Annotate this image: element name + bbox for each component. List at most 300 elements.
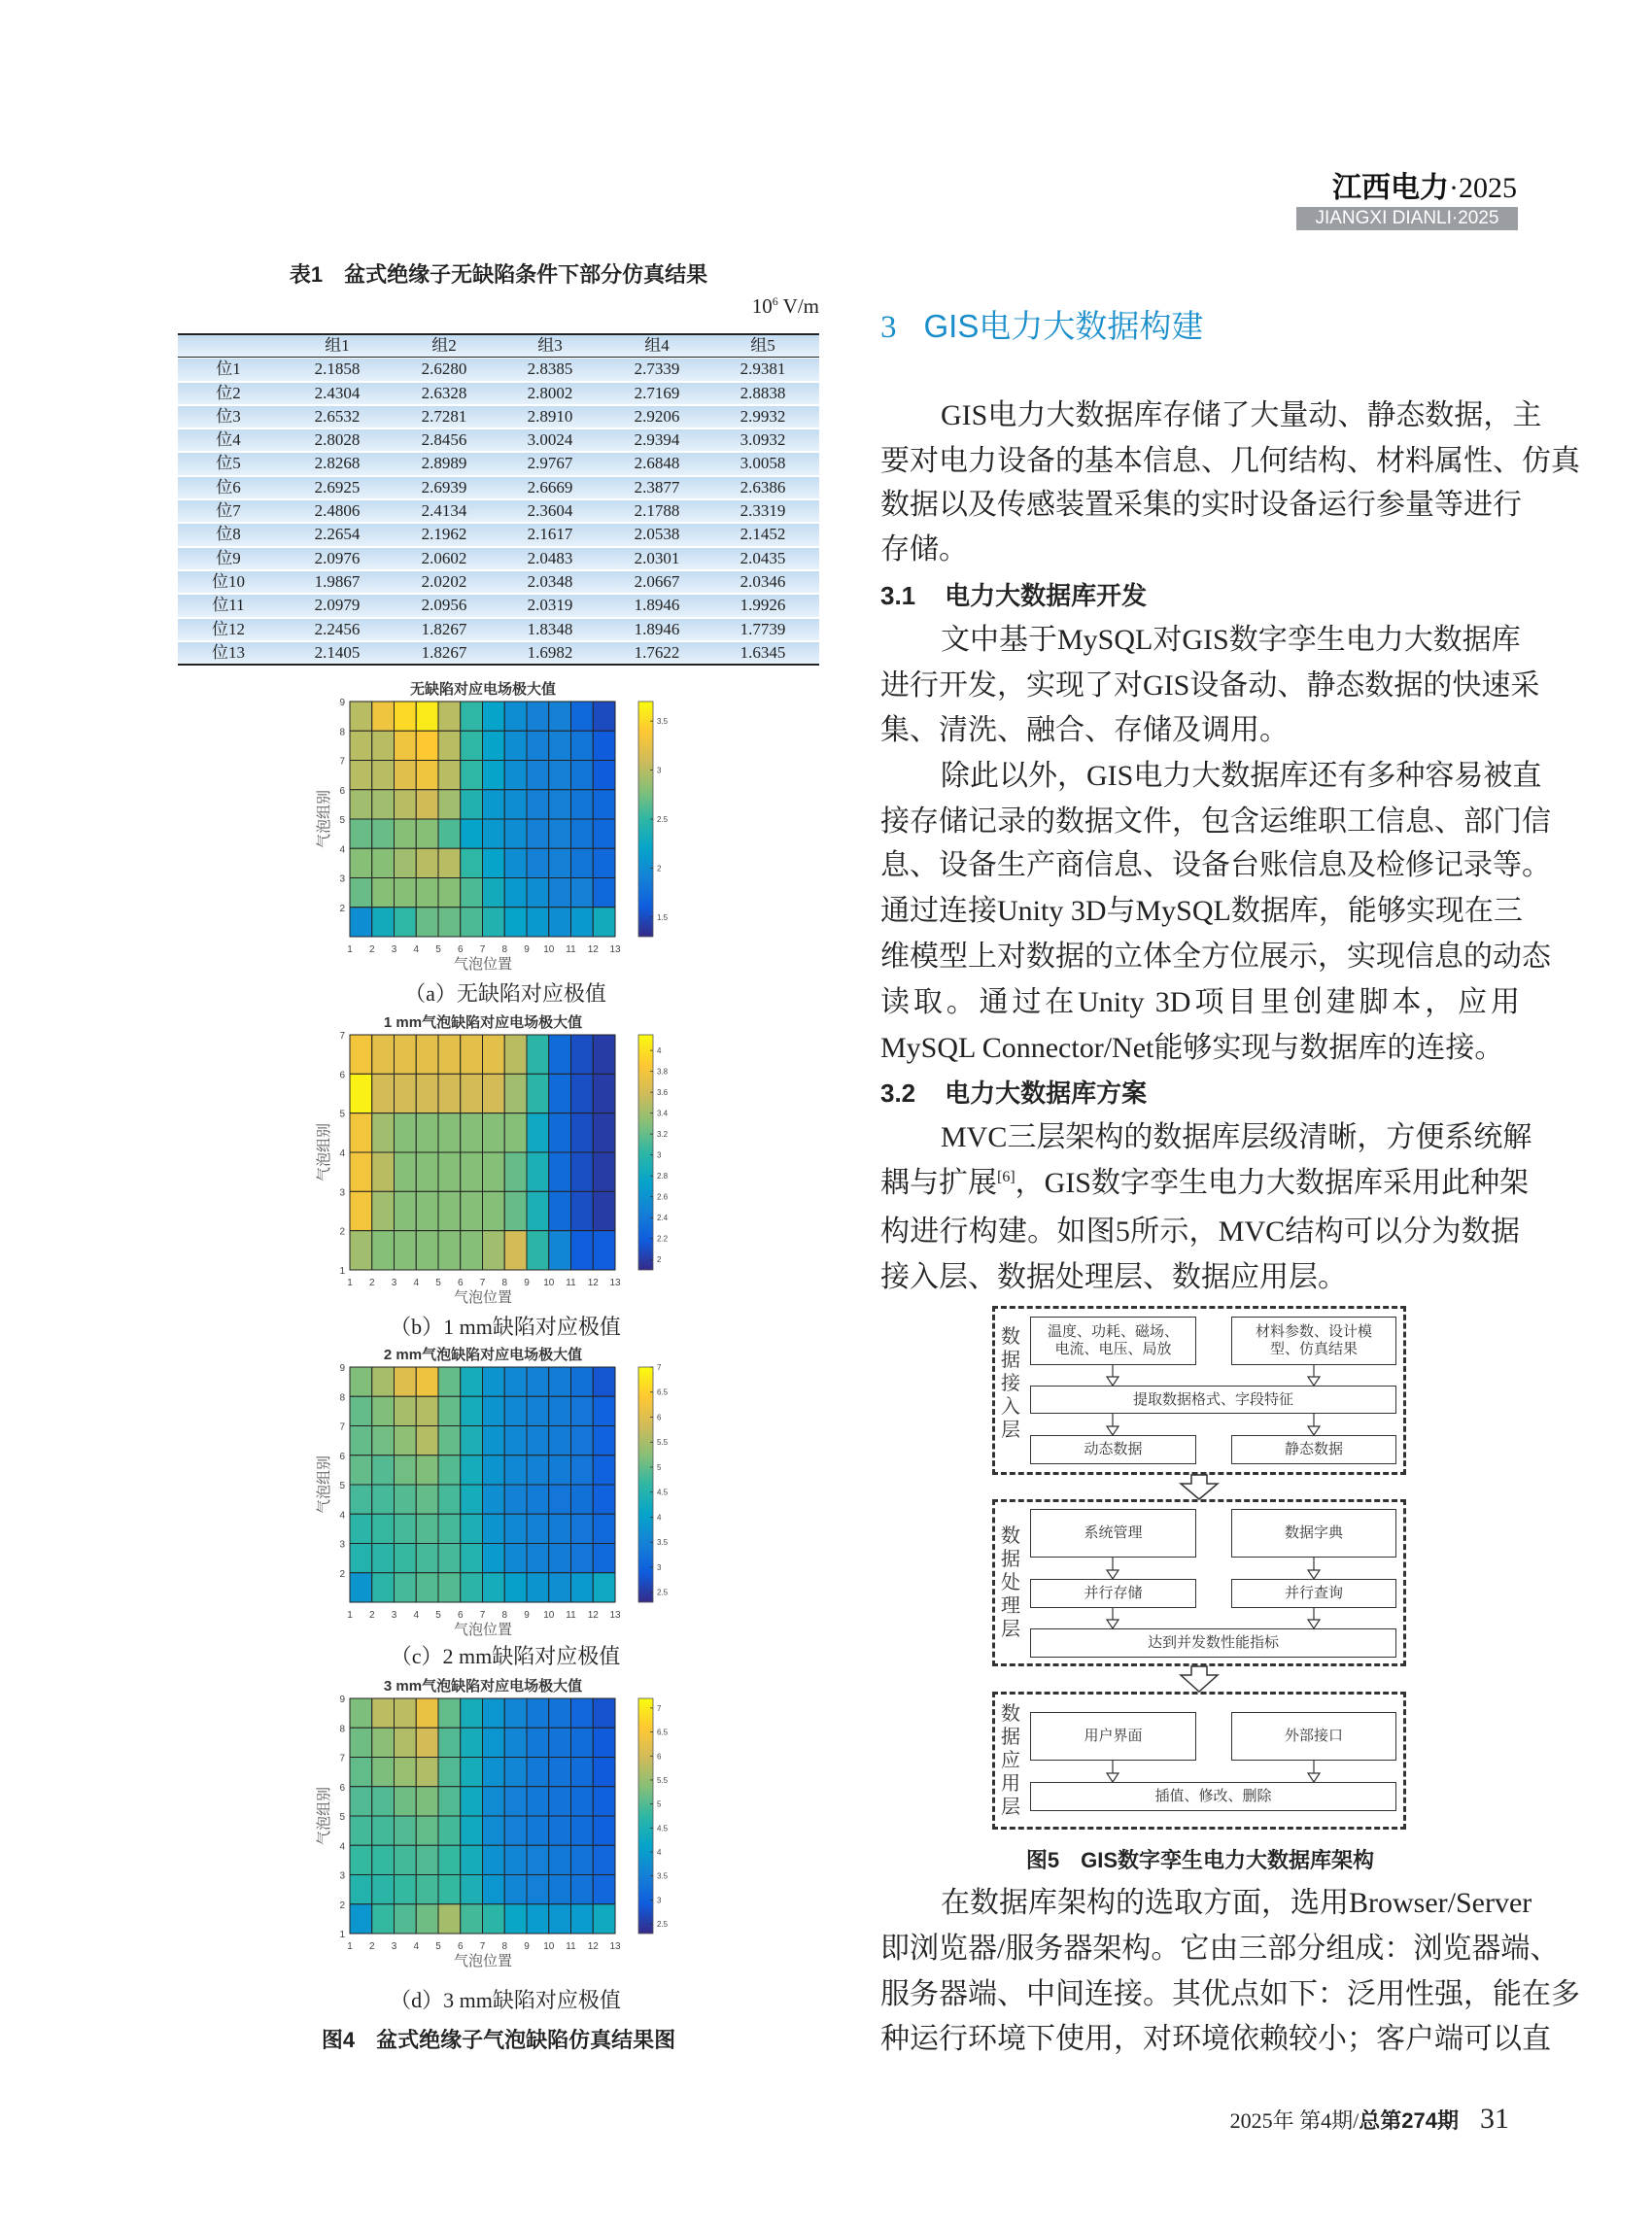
table-row xyxy=(178,595,819,616)
heatmap-cell xyxy=(372,1728,395,1757)
y-tick-label: 9 xyxy=(339,1695,345,1705)
table-row xyxy=(178,571,819,593)
row-label: 位8 xyxy=(216,525,241,544)
table-cell: 1.9926 xyxy=(740,596,786,615)
heatmap-cell xyxy=(461,1367,483,1396)
heatmap-cell xyxy=(395,1904,417,1934)
heatmap-cell xyxy=(395,1728,417,1757)
table-cell: 2.1962 xyxy=(421,525,467,544)
heatmap-cell xyxy=(504,1426,527,1455)
heatmap-cell xyxy=(571,1035,594,1074)
heatmap-cell xyxy=(350,1758,372,1787)
colorbar-tick-label: 6.5 xyxy=(657,1387,669,1397)
heatmap-cell xyxy=(395,1455,417,1485)
heatmap-svg xyxy=(311,680,700,972)
heatmap-cell xyxy=(549,1728,571,1757)
heatmap-cell xyxy=(571,1191,594,1230)
heatmap-cell xyxy=(350,731,372,760)
colorbar-tick-label: 3 xyxy=(657,766,662,775)
heatmap-cell xyxy=(416,1514,438,1543)
heatmap-cell xyxy=(593,1573,615,1602)
heatmap-cell xyxy=(504,1787,527,1816)
heatmap-cell xyxy=(350,1544,372,1573)
x-tick-label: 9 xyxy=(524,944,530,955)
subfigure-caption: （b）1 mm缺陷对应极值 xyxy=(390,1315,621,1339)
heatmap-cell xyxy=(571,1573,594,1602)
colorbar-tick-label: 5.5 xyxy=(657,1775,669,1785)
page-footer xyxy=(1230,2103,1509,2136)
citation-ref[interactable]: [6] xyxy=(997,1169,1015,1185)
heatmap-cell xyxy=(350,1426,372,1455)
heatmap-cell xyxy=(527,908,549,937)
table-cell: 1.8348 xyxy=(527,619,573,638)
heatmap-cell xyxy=(461,1152,483,1191)
heatmap-cell xyxy=(527,878,549,908)
row-label: 位13 xyxy=(212,642,245,662)
y-tick-label: 6 xyxy=(339,1782,345,1794)
figure-5-caption: 图5 GIS数字孪生电力大数据库架构 xyxy=(1025,1848,1375,1872)
heatmap-cell xyxy=(504,848,527,877)
heatmap-cell xyxy=(571,1904,594,1934)
colorbar-tick-label: 3.5 xyxy=(657,1871,669,1881)
heatmap-cell xyxy=(372,908,395,937)
text-line: 数据以及传感装置采集的实时设备运行参量等进行 xyxy=(880,489,1522,521)
heatmap-cell xyxy=(504,1367,527,1396)
heatmap-cell xyxy=(372,761,395,790)
heatmap-cell xyxy=(593,1698,615,1728)
table-cell: 1.8946 xyxy=(634,619,680,638)
heatmap-cell xyxy=(549,1113,571,1152)
heatmap-cell xyxy=(527,819,549,848)
text-run: 耦与扩展 xyxy=(880,1167,997,1199)
x-axis-label: 气泡位置 xyxy=(453,957,513,972)
table-cell: 2.8456 xyxy=(421,430,467,450)
table-cell: 2.6532 xyxy=(314,406,361,426)
heatmap-cell xyxy=(527,1113,549,1152)
heatmap-cell xyxy=(372,878,395,908)
heatmap-cell xyxy=(395,819,417,848)
heatmap-cell xyxy=(350,1113,372,1152)
section-3-1-heading xyxy=(880,576,1147,615)
row-label: 位3 xyxy=(216,406,241,426)
table-row xyxy=(178,383,819,404)
colorbar-tick-label: 4 xyxy=(657,1848,662,1858)
section-3-heading xyxy=(880,301,1203,347)
row-label: 位11 xyxy=(212,596,245,615)
x-tick-label: 10 xyxy=(543,944,555,955)
heatmap-a xyxy=(311,680,700,972)
x-tick-label: 11 xyxy=(566,1278,576,1288)
heatmap-cell xyxy=(483,790,505,819)
heatmap-cell xyxy=(527,1573,549,1602)
heatmap-cell xyxy=(483,1396,505,1425)
table-cell: 2.8989 xyxy=(421,454,467,473)
heatmap-cell xyxy=(461,1544,483,1573)
heatmap-cell xyxy=(461,1758,483,1787)
x-tick-label: 6 xyxy=(457,1278,464,1288)
heatmap-cell xyxy=(350,1231,372,1270)
text-line: 存储。 xyxy=(880,533,968,565)
y-tick-label: 1 xyxy=(339,1266,345,1277)
table-cell: 2.0956 xyxy=(421,596,467,615)
heatmap-cell xyxy=(438,848,461,877)
box-external-interface: 外部接口 xyxy=(1231,1712,1396,1761)
heatmap-cell xyxy=(395,1113,417,1152)
heatmap-cell xyxy=(438,1904,461,1934)
text-line: 通过连接Unity 3D与MySQL数据库，能够实现在三 xyxy=(880,895,1523,927)
heatmap-cell xyxy=(461,1485,483,1514)
x-tick-label: 11 xyxy=(566,1941,576,1952)
x-tick-label: 13 xyxy=(609,1941,621,1952)
y-tick-label: 7 xyxy=(339,1031,345,1042)
heatmap-cell xyxy=(504,1396,527,1425)
table-cell: 2.8002 xyxy=(527,383,573,402)
heatmap-cell xyxy=(483,1728,505,1757)
table-cell: 2.9394 xyxy=(634,430,680,450)
x-tick-label: 2 xyxy=(368,1941,375,1952)
x-tick-label: 13 xyxy=(609,944,621,955)
x-tick-label: 3 xyxy=(391,944,397,955)
table-cell: 2.0301 xyxy=(634,548,680,567)
text-line: MySQL Connector/Net能够实现与数据库的连接。 xyxy=(880,1032,1504,1064)
colorbar-tick-label: 5 xyxy=(657,1799,662,1809)
table-cell: 2.2654 xyxy=(314,525,361,544)
heatmap-cell xyxy=(372,1816,395,1845)
colorbar-tick-label: 6 xyxy=(657,1413,662,1422)
heatmap-cell xyxy=(571,1544,594,1573)
heatmap-cell xyxy=(350,1191,372,1230)
heatmap-cell xyxy=(549,1904,571,1934)
heatmap-cell xyxy=(416,1035,438,1074)
heatmap-cell xyxy=(461,878,483,908)
heatmap-cell xyxy=(350,761,372,790)
heatmap-cell xyxy=(350,1787,372,1816)
y-axis-label: 气泡组别 xyxy=(317,1786,332,1846)
heatmap-cell xyxy=(395,1074,417,1113)
table-cell: 2.0348 xyxy=(527,571,573,591)
heatmap-cell xyxy=(571,1367,594,1396)
heatmap-cell xyxy=(571,1455,594,1485)
heatmap-cell xyxy=(549,1191,571,1230)
heatmap-cell xyxy=(593,1367,615,1396)
heatmap-cell xyxy=(395,1787,417,1816)
heatmap-cell xyxy=(438,1455,461,1485)
heatmap-cell xyxy=(416,1396,438,1425)
heatmap-cell xyxy=(504,819,527,848)
table-cell: 2.9206 xyxy=(634,406,680,426)
heatmap-cell xyxy=(483,1152,505,1191)
heatmap-cell xyxy=(350,878,372,908)
heatmap-cell xyxy=(395,1514,417,1543)
heatmap-cell xyxy=(350,790,372,819)
heatmap-cell xyxy=(571,1875,594,1904)
heatmap-cell xyxy=(571,1396,594,1425)
heatmap-cell xyxy=(483,1698,505,1728)
colorbar-tick-label: 4 xyxy=(657,1046,662,1056)
colorbar-tick-label: 3 xyxy=(657,1562,662,1572)
heatmap-cell xyxy=(438,1875,461,1904)
heatmap-cell xyxy=(571,731,594,760)
x-tick-label: 5 xyxy=(435,1278,441,1288)
text-line: 构进行构建。如图5所示，MVC结构可以分为数据 xyxy=(880,1216,1520,1248)
table-row xyxy=(178,453,819,474)
heatmap-cell xyxy=(527,702,549,731)
heatmap-cell xyxy=(416,819,438,848)
colorbar-tick-label: 2 xyxy=(657,864,662,873)
heatmap-cell xyxy=(416,1875,438,1904)
heatmap-cell xyxy=(483,1875,505,1904)
x-tick-label: 12 xyxy=(587,1278,599,1288)
heatmap-cell xyxy=(395,702,417,731)
heatmap-cell xyxy=(549,1152,571,1191)
table-cell: 2.8910 xyxy=(527,406,573,426)
text-line: 维模型上对数据的立体全方位展示，实现信息的动态 xyxy=(880,941,1551,973)
table-cell: 2.1788 xyxy=(634,501,680,521)
heatmap-cell xyxy=(372,1426,395,1455)
table-row xyxy=(178,642,819,666)
table-cell: 2.3319 xyxy=(740,501,786,521)
table-cell: 2.6925 xyxy=(314,477,361,497)
box-data-dictionary: 数据字典 xyxy=(1231,1509,1396,1558)
table-cell: 2.0538 xyxy=(634,525,680,544)
heatmap-cell xyxy=(372,848,395,877)
heatmap-cell xyxy=(395,731,417,760)
heatmap-cell xyxy=(416,1816,438,1845)
x-axis-label: 气泡位置 xyxy=(453,1290,513,1305)
y-axis-label: 气泡组别 xyxy=(317,1122,332,1182)
heatmap-cell xyxy=(372,1231,395,1270)
heatmap-cell xyxy=(350,702,372,731)
heatmap-cell xyxy=(416,1787,438,1816)
heatmap-cell xyxy=(438,1426,461,1455)
heatmap-cell xyxy=(461,1514,483,1543)
heatmap-cell xyxy=(483,731,505,760)
x-tick-label: 8 xyxy=(501,1278,508,1288)
x-tick-label: 6 xyxy=(457,944,464,955)
colorbar-tick-label: 2.5 xyxy=(657,1920,669,1930)
heatmap-cell xyxy=(416,1544,438,1573)
heatmap-cell xyxy=(549,1426,571,1455)
heatmap-cell xyxy=(527,1455,549,1485)
box-material-data: 材料参数、设计模型、仿真结果 xyxy=(1231,1317,1396,1365)
heatmap-cell xyxy=(549,908,571,937)
heatmap-cell xyxy=(395,1035,417,1074)
heatmap-svg xyxy=(311,1346,700,1637)
heatmap-cell xyxy=(438,790,461,819)
heatmap-cell xyxy=(438,1544,461,1573)
heatmap-cell xyxy=(395,1152,417,1191)
table-cell: 2.9932 xyxy=(740,406,786,426)
subfigure-caption: （a）无缺陷对应极值 xyxy=(404,981,606,1006)
heatmap-cell xyxy=(461,1728,483,1757)
heatmap-cell xyxy=(483,1035,505,1074)
colorbar-tick-label: 3.5 xyxy=(657,717,669,727)
heatmap-cell xyxy=(416,1426,438,1455)
x-tick-label: 8 xyxy=(501,1941,508,1952)
colorbar-tick-label: 3.6 xyxy=(657,1088,669,1098)
x-tick-label: 2 xyxy=(368,944,375,955)
heatmap-cell xyxy=(549,731,571,760)
heatmap-cell xyxy=(483,761,505,790)
heatmap-cell xyxy=(350,1035,372,1074)
x-axis-label: 气泡位置 xyxy=(453,1623,513,1637)
text-run: ，GIS数字孪生电力大数据库采用此种架 xyxy=(1015,1167,1529,1199)
heatmap-cell xyxy=(461,761,483,790)
heatmap-cell xyxy=(483,1904,505,1934)
heatmap-cell xyxy=(504,1698,527,1728)
heatmap-cell xyxy=(549,1367,571,1396)
x-tick-label: 1 xyxy=(347,1278,353,1288)
colorbar-tick-label: 2.2 xyxy=(657,1234,669,1244)
heatmap-cell xyxy=(571,1728,594,1757)
heatmap-cell xyxy=(549,1787,571,1816)
x-tick-label: 5 xyxy=(435,1941,441,1952)
heatmap-cell xyxy=(527,1367,549,1396)
table-cell: 2.4806 xyxy=(314,501,361,521)
colorbar-tick-label: 3.4 xyxy=(657,1109,669,1118)
heatmap-cell xyxy=(549,1845,571,1874)
table-cell: 1.8267 xyxy=(421,619,467,638)
heatmap-cell xyxy=(416,878,438,908)
heatmap-cell xyxy=(350,1698,372,1728)
y-tick-label: 1 xyxy=(339,1930,345,1940)
heatmap-cell xyxy=(571,790,594,819)
heatmap-cell xyxy=(527,1074,549,1113)
y-tick-label: 4 xyxy=(339,1148,345,1159)
heatmap-cell xyxy=(416,1231,438,1270)
heatmap-cell xyxy=(571,1152,594,1191)
heatmap-cell xyxy=(593,819,615,848)
heatmap-cell xyxy=(571,1514,594,1543)
heatmap-cell xyxy=(593,908,615,937)
colorbar-tick-label: 3.8 xyxy=(657,1067,669,1077)
heatmap-cell xyxy=(483,1455,505,1485)
heatmap-cell xyxy=(504,1485,527,1514)
colorbar-tick-label: 3 xyxy=(657,1896,662,1905)
heatmap-cell xyxy=(571,1758,594,1787)
table-row xyxy=(178,524,819,545)
heatmap-cell xyxy=(395,1875,417,1904)
text-line: 集、清洗、融合、存储及调用。 xyxy=(880,714,1289,746)
heatmap-cell xyxy=(395,1544,417,1573)
y-tick-label: 3 xyxy=(339,873,345,885)
heatmap-cell xyxy=(372,1875,395,1904)
heatmap-cell xyxy=(593,1845,615,1874)
heatmap-cell xyxy=(461,702,483,731)
heatmap-cell xyxy=(504,1816,527,1845)
heatmap-cell xyxy=(504,1152,527,1191)
y-tick-label: 6 xyxy=(339,1451,345,1462)
y-tick-label: 3 xyxy=(339,1870,345,1882)
layer-label: 数据应用层 xyxy=(1001,1703,1020,1818)
heatmap-cell xyxy=(350,908,372,937)
heatmap-cell xyxy=(350,1485,372,1514)
table-cell: 2.4304 xyxy=(314,383,361,402)
heatmap-cell xyxy=(461,1904,483,1934)
table-row xyxy=(178,500,819,522)
heatmap-cell xyxy=(395,878,417,908)
text-line: 读取。通过在Unity 3D项目里创建脚本，应用 xyxy=(880,986,1520,1018)
heatmap-cell xyxy=(416,1573,438,1602)
heatmap-cell xyxy=(416,1485,438,1514)
section-number: 3 xyxy=(880,310,897,345)
heatmap-cell xyxy=(483,1191,505,1230)
x-tick-label: 8 xyxy=(501,1610,508,1621)
box-system-management: 系统管理 xyxy=(1030,1509,1196,1558)
heatmap-cell xyxy=(549,1074,571,1113)
heatmap-cell xyxy=(593,731,615,760)
section-3-2-heading xyxy=(880,1074,1147,1113)
x-tick-label: 6 xyxy=(457,1941,464,1952)
heatmap-cell xyxy=(483,1816,505,1845)
colorbar-tick-label: 1.5 xyxy=(657,912,669,922)
heatmap-cell xyxy=(483,848,505,877)
box-dynamic: 动态数据 xyxy=(1030,1435,1196,1464)
heatmap-cell xyxy=(593,1904,615,1934)
journal-title xyxy=(1332,163,1517,206)
table-cell: 2.1405 xyxy=(314,642,361,662)
heatmap-cell xyxy=(438,702,461,731)
text-line: 接入层、数据处理层、数据应用层。 xyxy=(880,1261,1347,1293)
chart-title: 1 mm气泡缺陷对应电场极大值 xyxy=(383,1014,583,1031)
y-tick-label: 8 xyxy=(339,1392,345,1404)
heatmap-cell xyxy=(549,761,571,790)
heatmap-cell xyxy=(593,1758,615,1787)
heatmap-cell xyxy=(416,908,438,937)
heatmap-cell xyxy=(549,819,571,848)
results-table xyxy=(178,333,819,668)
architecture-diagram xyxy=(992,1306,1406,1830)
heatmap-cell xyxy=(571,1113,594,1152)
unit-rest: V/m xyxy=(777,294,819,318)
heatmap-cell xyxy=(593,1035,615,1074)
heatmap-cell xyxy=(593,1485,615,1514)
heatmap-cell xyxy=(504,761,527,790)
heatmap-cell xyxy=(527,1787,549,1816)
heatmap-cell xyxy=(527,1426,549,1455)
y-tick-label: 9 xyxy=(339,1363,345,1374)
column-header: 组4 xyxy=(644,336,670,355)
x-tick-label: 3 xyxy=(391,1610,397,1621)
heatmap-cell xyxy=(461,908,483,937)
heatmap-cell xyxy=(395,790,417,819)
table-cell: 2.9767 xyxy=(527,454,573,473)
table-cell: 2.8028 xyxy=(314,430,361,450)
y-tick-label: 2 xyxy=(339,1568,345,1580)
heatmap-cell xyxy=(438,1113,461,1152)
heatmap-cell xyxy=(416,1728,438,1757)
section-title: GIS电力大数据构建 xyxy=(923,308,1204,344)
heatmap-cell xyxy=(461,1113,483,1152)
heatmap-cell xyxy=(372,1904,395,1934)
heatmap-cell xyxy=(549,1544,571,1573)
heatmap-cell xyxy=(395,1426,417,1455)
heatmap-cell xyxy=(395,1573,417,1602)
text-line: 服务器端、中间连接。其优点如下：泛用性强，能在多 xyxy=(880,1978,1580,2010)
heatmap-cell xyxy=(438,1514,461,1543)
heatmap-cell xyxy=(350,1367,372,1396)
heatmap-cell xyxy=(483,1758,505,1787)
heatmap-cell xyxy=(593,848,615,877)
x-tick-label: 4 xyxy=(413,1610,420,1621)
x-tick-label: 11 xyxy=(566,944,576,955)
heatmap-cell xyxy=(527,1904,549,1934)
x-tick-label: 5 xyxy=(435,944,441,955)
x-tick-label: 4 xyxy=(413,1941,420,1952)
heatmap-cell xyxy=(527,1698,549,1728)
row-label: 位7 xyxy=(216,501,241,521)
x-tick-label: 1 xyxy=(347,944,353,955)
